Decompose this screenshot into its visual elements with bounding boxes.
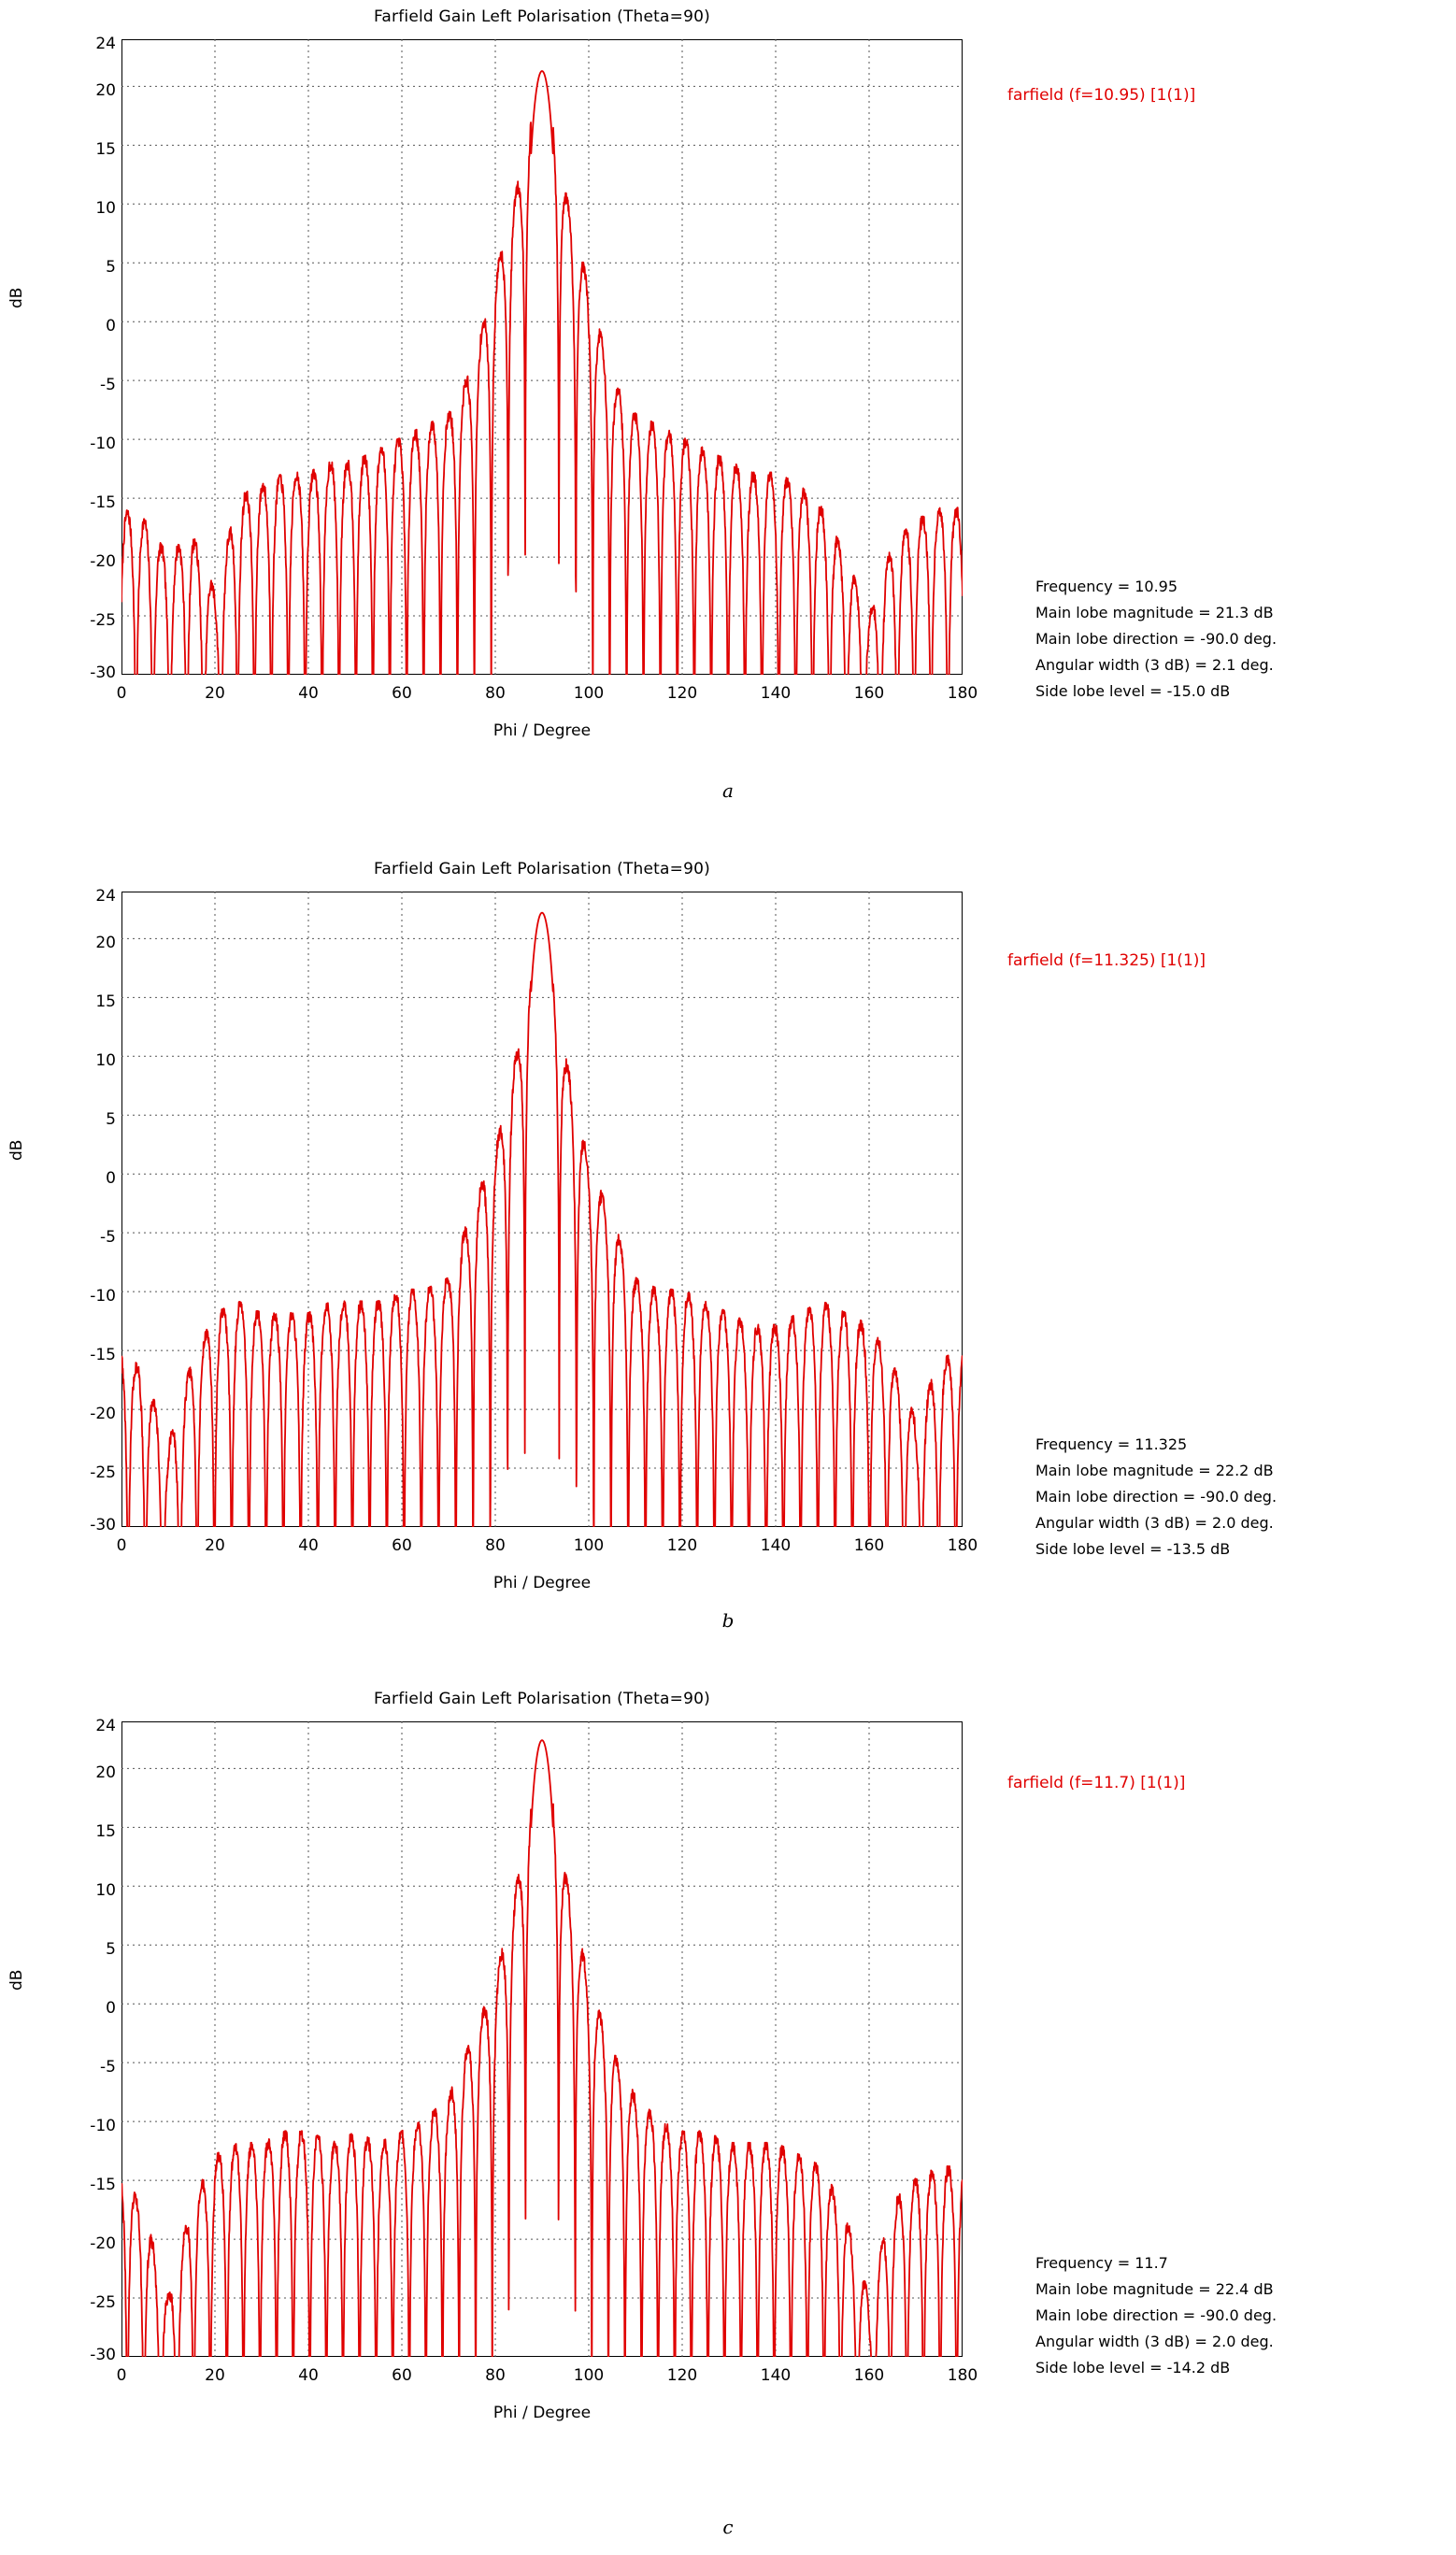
panel-caption-c: c: [722, 2516, 734, 2538]
x-tick-b-120: 120: [666, 1536, 698, 1555]
x-tick-a-60: 60: [392, 684, 412, 703]
x-tick-b-0: 0: [116, 1536, 127, 1555]
panel-caption-a: a: [722, 779, 734, 802]
y-tick-a-0: 0: [106, 317, 116, 335]
x-tick-c-20: 20: [205, 2366, 225, 2385]
y-tick-b-24: 24: [95, 887, 116, 906]
y-tick-c-m10: -10: [90, 2117, 116, 2135]
y-tick-c-5: 5: [106, 1940, 116, 1959]
info-side-lobe-level-a: Side lobe level = -15.0 dB: [1035, 682, 1231, 700]
y-axis-label-a: dB: [7, 287, 26, 308]
y-tick-c-m5: -5: [100, 2058, 116, 2077]
y-tick-b-m5: -5: [100, 1228, 116, 1247]
x-tick-a-0: 0: [116, 684, 127, 703]
x-tick-b-140: 140: [760, 1536, 792, 1555]
chart-title-b: Farfield Gain Left Polarisation (Theta=90): [374, 860, 710, 878]
y-tick-c-m20: -20: [90, 2234, 116, 2253]
y-tick-b-m20: -20: [90, 1405, 116, 1423]
y-tick-a-m10: -10: [90, 435, 116, 453]
x-tick-c-0: 0: [116, 2366, 127, 2385]
info-main-lobe-direction-a: Main lobe direction = -90.0 deg.: [1035, 630, 1278, 648]
y-tick-a-m5: -5: [100, 376, 116, 394]
y-tick-a-10: 10: [95, 199, 116, 218]
info-frequency-c: Frequency = 11.7: [1035, 2254, 1168, 2272]
pattern-plot-b: [121, 892, 963, 1527]
plot-area-a: [90, 35, 978, 703]
x-axis-label-b: Phi / Degree: [492, 1574, 592, 1592]
x-tick-c-100: 100: [573, 2366, 605, 2385]
info-side-lobe-level-b: Side lobe level = -13.5 dB: [1035, 1540, 1231, 1558]
pattern-plot-c: [121, 1721, 963, 2357]
y-tick-b-20: 20: [95, 934, 116, 952]
info-frequency-a: Frequency = 10.95: [1035, 578, 1178, 595]
y-tick-a-m20: -20: [90, 552, 116, 571]
x-tick-a-100: 100: [573, 684, 605, 703]
y-axis-label-b: dB: [7, 1139, 26, 1161]
y-tick-c-m25: -25: [90, 2293, 116, 2312]
chart-title-a: Farfield Gain Left Polarisation (Theta=90): [374, 7, 710, 26]
y-tick-b-m15: -15: [90, 1346, 116, 1364]
y-tick-a-24: 24: [95, 35, 116, 53]
panel-caption-b: b: [721, 1609, 735, 1632]
y-tick-b-m30: -30: [90, 1516, 116, 1534]
y-tick-a-20: 20: [95, 81, 116, 100]
x-tick-b-100: 100: [573, 1536, 605, 1555]
info-angular-width-b: Angular width (3 dB) = 2.0 deg.: [1035, 1514, 1274, 1532]
x-tick-a-20: 20: [205, 684, 225, 703]
info-main-lobe-magnitude-c: Main lobe magnitude = 22.4 dB: [1035, 2280, 1274, 2298]
x-tick-b-180: 180: [947, 1536, 978, 1555]
y-tick-b-0: 0: [106, 1169, 116, 1188]
y-axis-label-c: dB: [7, 1969, 26, 1991]
x-tick-c-60: 60: [392, 2366, 412, 2385]
y-tick-b-15: 15: [95, 992, 116, 1011]
x-tick-b-80: 80: [485, 1536, 506, 1555]
plot-area-c: [90, 1717, 978, 2385]
info-angular-width-c: Angular width (3 dB) = 2.0 deg.: [1035, 2333, 1274, 2350]
y-tick-a-m25: -25: [90, 611, 116, 630]
info-main-lobe-direction-c: Main lobe direction = -90.0 deg.: [1035, 2306, 1278, 2324]
y-tick-b-10: 10: [95, 1051, 116, 1070]
info-main-lobe-direction-b: Main lobe direction = -90.0 deg.: [1035, 1488, 1278, 1506]
chart-title-c: Farfield Gain Left Polarisation (Theta=90): [374, 1690, 710, 1708]
y-tick-b-m10: -10: [90, 1287, 116, 1306]
info-main-lobe-magnitude-a: Main lobe magnitude = 21.3 dB: [1035, 604, 1274, 621]
x-tick-c-180: 180: [947, 2366, 978, 2385]
pattern-plot-a: [121, 39, 963, 675]
y-tick-c-24: 24: [95, 1717, 116, 1735]
x-tick-a-180: 180: [947, 684, 978, 703]
x-tick-c-140: 140: [760, 2366, 792, 2385]
info-side-lobe-level-c: Side lobe level = -14.2 dB: [1035, 2359, 1231, 2377]
y-tick-c-20: 20: [95, 1763, 116, 1782]
x-tick-c-80: 80: [485, 2366, 506, 2385]
x-tick-b-40: 40: [298, 1536, 319, 1555]
x-tick-a-140: 140: [760, 684, 792, 703]
y-tick-c-10: 10: [95, 1881, 116, 1900]
y-tick-c-m15: -15: [90, 2176, 116, 2194]
x-axis-label-c: Phi / Degree: [492, 2404, 592, 2422]
plot-area-b: [90, 887, 978, 1555]
info-angular-width-a: Angular width (3 dB) = 2.1 deg.: [1035, 656, 1274, 674]
y-tick-c-15: 15: [95, 1822, 116, 1841]
info-block-b: [1035, 1432, 1277, 1563]
x-tick-c-160: 160: [853, 2366, 885, 2385]
y-tick-b-5: 5: [106, 1110, 116, 1129]
info-frequency-b: Frequency = 11.325: [1035, 1435, 1188, 1453]
legend-c: farfield (f=11.7) [1(1)]: [1007, 1774, 1186, 1792]
y-tick-c-m30: -30: [90, 2346, 116, 2364]
x-tick-c-40: 40: [298, 2366, 319, 2385]
x-tick-c-120: 120: [666, 2366, 698, 2385]
y-tick-a-m15: -15: [90, 493, 116, 512]
x-tick-a-160: 160: [853, 684, 885, 703]
info-block-c: [1035, 2250, 1277, 2381]
x-tick-a-80: 80: [485, 684, 506, 703]
info-block-a: [1035, 574, 1277, 705]
x-tick-b-20: 20: [205, 1536, 225, 1555]
chart-panel-c: [0, 1682, 1456, 2505]
y-tick-a-15: 15: [95, 140, 116, 159]
legend-a: farfield (f=10.95) [1(1)]: [1007, 86, 1196, 105]
legend-b: farfield (f=11.325) [1(1)]: [1007, 951, 1206, 970]
x-tick-b-60: 60: [392, 1536, 412, 1555]
y-tick-a-5: 5: [106, 258, 116, 277]
x-tick-b-160: 160: [853, 1536, 885, 1555]
y-tick-b-m25: -25: [90, 1463, 116, 1482]
y-tick-a-m30: -30: [90, 664, 116, 682]
info-main-lobe-magnitude-b: Main lobe magnitude = 22.2 dB: [1035, 1462, 1274, 1479]
x-tick-a-40: 40: [298, 684, 319, 703]
y-tick-c-0: 0: [106, 1999, 116, 2018]
x-tick-a-120: 120: [666, 684, 698, 703]
x-axis-label-a: Phi / Degree: [492, 721, 592, 740]
